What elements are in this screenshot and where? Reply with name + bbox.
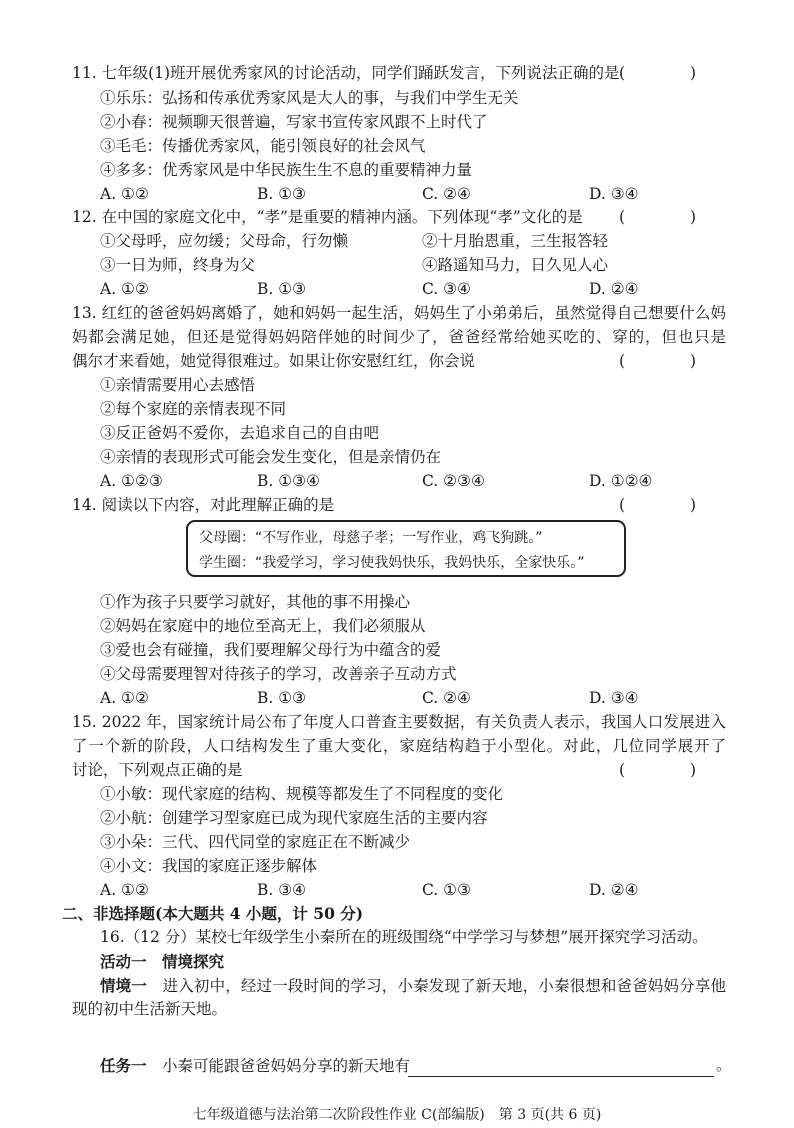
- q12-item-1: ①父母呼，应勿缓；父母命，行勿懒: [100, 232, 349, 250]
- q16-activity-1: 活动一 情境探究: [100, 952, 225, 971]
- q16-scene-1-line-2: 现的初中生活新天地。: [72, 1000, 228, 1018]
- q13-option-c: C. ②③④: [422, 472, 485, 490]
- q13-option-d: D. ①②④: [589, 472, 653, 490]
- q12-option-d: D. ②④: [589, 280, 639, 298]
- q12-item-3: ③一日为师，终身为父: [100, 256, 256, 274]
- page-footer: 七年级道德与法治第二次阶段性作业 C(部编版) 第 3 页(共 6 页): [192, 1107, 602, 1123]
- q14-item-3: ③爱也会有碰撞，我们要理解父母行为中蕴含的爱: [100, 641, 442, 659]
- q15-option-b: B. ③④: [257, 881, 307, 899]
- q11-stem: 11. 七年级(1)班开展优秀家风的讨论活动，同学们踊跃发言，下列说法正确的是: [72, 64, 620, 82]
- q14-quote-parents: 父母圈：“不写作业，母慈子孝；一写作业，鸡飞狗跳。”: [199, 530, 543, 546]
- q16-stem: 16.（12 分）某校七年级学生小秦所在的班级围绕“中学学习与梦想”展开探究学习活动。: [100, 928, 708, 946]
- q12-item-4: ④路遥知马力，日久见人心: [422, 256, 609, 274]
- q12-option-b: B. ①③: [257, 280, 307, 298]
- q11-options: [100, 183, 726, 207]
- q11-item-2: ②小春：视频聊天很普遍，写家书宣传家风跟不上时代了: [100, 113, 488, 131]
- q11-item-1: ①乐乐：弘扬和传承优秀家风是大人的事，与我们中学生无关: [100, 89, 519, 107]
- q16-scene-1-label: 情境一: [100, 976, 147, 995]
- q13-stem-line-1: 13. 红红的爸爸妈妈离婚了，她和妈妈一起生活，妈妈生了小弟弟后，虽然觉得自己想要什么妈: [72, 304, 726, 322]
- q12-item-2: ②十月胎恩重，三生报答轻: [422, 232, 609, 250]
- q15-stem-line-2: 了一个新的阶段，人口结构发生了重大变化，家庭结构趋于小型化。对此，几位同学展开了: [72, 737, 726, 755]
- q15-answer-paren: ( ): [618, 761, 726, 779]
- q14-option-a: A. ①②: [100, 689, 149, 707]
- q11-option-a: A. ①②: [100, 185, 149, 203]
- q15-options: [100, 879, 726, 903]
- q11-option-c: C. ②④: [422, 185, 471, 203]
- q15-option-d: D. ②④: [589, 881, 639, 899]
- q16-task-1-text: 小秦可能跟爸爸妈妈分享的新天地有: [162, 1057, 411, 1075]
- q16-scene-1-line-1: [100, 974, 726, 998]
- q16-task-1-end: 。: [716, 1056, 732, 1074]
- q11-option-b: B. ①③: [257, 185, 307, 203]
- q14-stem: 14. 阅读以下内容，对此理解正确的是: [72, 496, 335, 514]
- q14-item-2: ②妈妈在家庭中的地位至高无上，我们必须服从: [100, 617, 426, 635]
- q13-item-1: ①亲情需要用心去感悟: [100, 376, 256, 394]
- q15-option-c: C. ①③: [422, 881, 471, 899]
- q15-stem-line-1: 15. 2022 年，国家统计局公布了年度人口普查主要数据，有关负责人表示，我国人口发展进入: [72, 713, 726, 731]
- q11-option-d: D. ③④: [589, 185, 639, 203]
- q12-option-a: A. ①②: [100, 280, 149, 298]
- section-2-heading: 二、非选择题(本大题共 4 小题，计 50 分): [62, 904, 364, 923]
- q14-answer-paren: ( ): [618, 496, 726, 514]
- q13-stem-line-2: 妈都会满足她，但还是觉得妈妈陪伴她的时间少了，爸爸经常给她买吃的、穿的，但也只是: [72, 328, 726, 346]
- q14-option-c: C. ②④: [422, 689, 471, 707]
- q13-option-b: B. ①③④: [257, 472, 320, 490]
- q14-options: [100, 687, 726, 711]
- q15-stem-line-3: 讨论，下列观点正确的是: [72, 761, 243, 779]
- q15-item-1: ①小敏：现代家庭的结构、规模等都发生了不同程度的变化: [100, 785, 504, 803]
- q13-item-3: ③反正爸妈不爱你，去追求自己的自由吧: [100, 424, 380, 442]
- q14-quote-box: [186, 520, 626, 577]
- q14-quote-students: 学生圈：“我爱学习，学习使我妈快乐，我妈快乐，全家快乐。”: [199, 555, 585, 571]
- q12-option-c: C. ③④: [422, 280, 471, 298]
- q16-scene-1-text: 进入初中，经过一段时间的学习，小秦发现了新天地，小秦很想和爸爸妈妈分享他: [162, 977, 726, 995]
- q12-options: [100, 278, 726, 302]
- q12-stem: 12. 在中国的家庭文化中，“孝”是重要的精神内涵。下列体现“孝”文化的是: [72, 208, 583, 226]
- q14-item-4: ④父母需要理智对待孩子的学习，改善亲子互动方式: [100, 665, 457, 683]
- q15-item-3: ③小朵：三代、四代同堂的家庭正在不断减少: [100, 833, 411, 851]
- q13-item-4: ④亲情的表现形式可能会发生变化，但是亲情仍在: [100, 448, 442, 466]
- q16-task-1-label: 任务一: [100, 1056, 147, 1075]
- q13-stem-line-3: 偶尔才来看她，她觉得很难过。如果让你安慰红红，你会说: [72, 352, 476, 370]
- q11-answer-paren: ( ): [618, 64, 726, 82]
- q12-items-row-1: [100, 230, 726, 254]
- q15-option-a: A. ①②: [100, 881, 149, 899]
- q13-item-2: ②每个家庭的亲情表现不同: [100, 400, 287, 418]
- q12-items-row-2: [100, 254, 726, 278]
- q11-item-3: ③毛毛：传播优秀家风，能引领良好的社会风气: [100, 137, 426, 155]
- q14-item-1: ①作为孩子只要学习就好，其他的事不用操心: [100, 593, 411, 611]
- q15-item-4: ④小文：我国的家庭正逐步解体: [100, 857, 318, 875]
- q14-option-d: D. ③④: [589, 689, 639, 707]
- q14-option-b: B. ①③: [257, 689, 307, 707]
- q11-item-4: ④多多：优秀家风是中华民族生生不息的重要精神力量: [100, 161, 473, 179]
- q13-option-a: A. ①②③: [100, 472, 163, 490]
- q15-item-2: ②小航：创建学习型家庭已成为现代家庭生活的主要内容: [100, 809, 488, 827]
- q16-task-1-answer-blank[interactable]: [408, 1076, 714, 1077]
- q12-answer-paren: ( ): [618, 208, 726, 226]
- q13-options: [100, 470, 726, 494]
- q13-answer-paren: ( ): [618, 352, 726, 370]
